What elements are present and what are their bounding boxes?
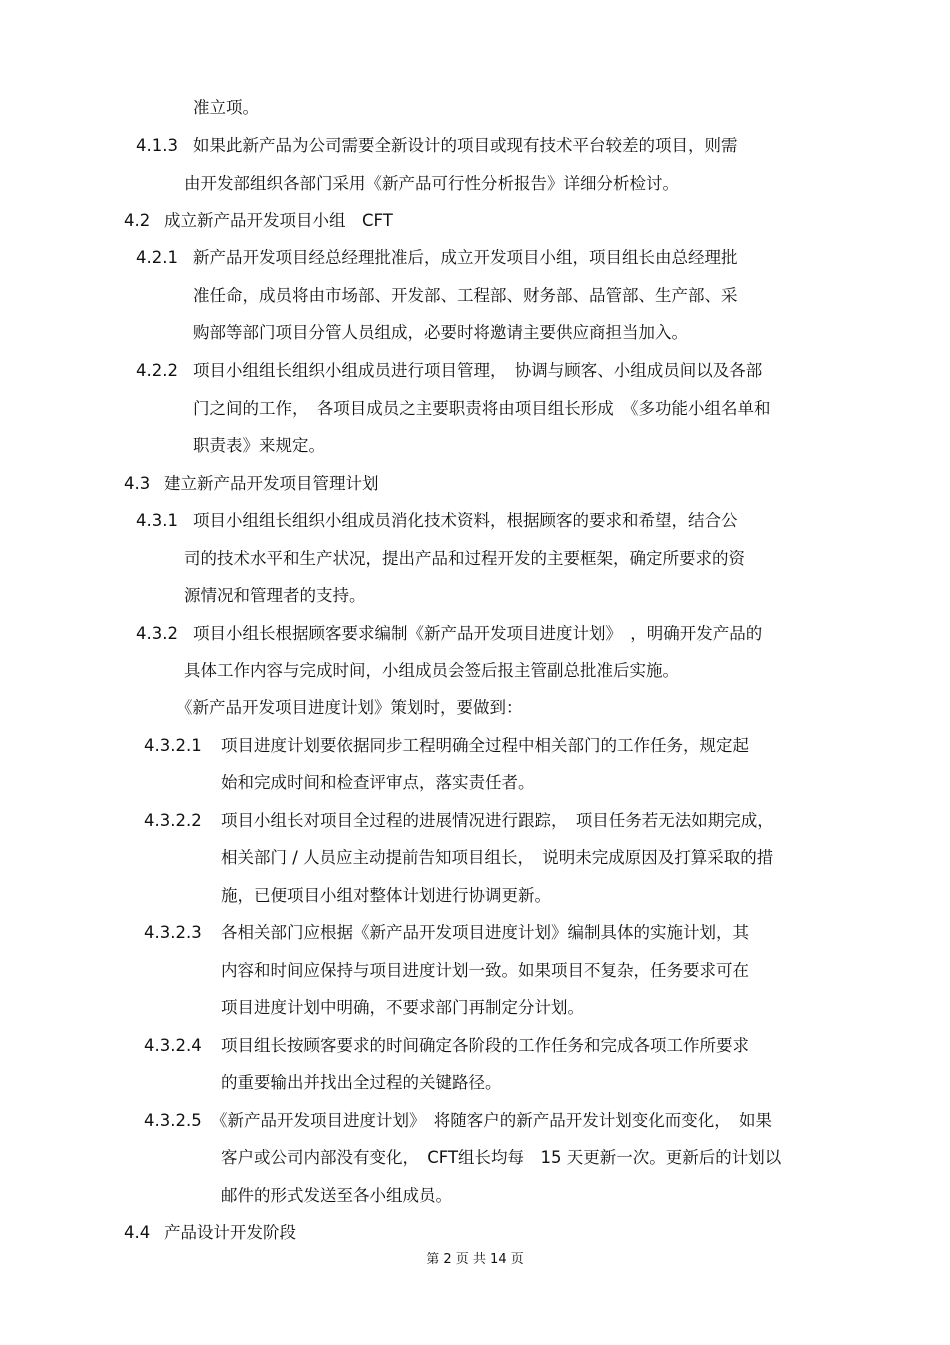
text-line: 的重要输出并找出全过程的关键路径。: [221, 1073, 502, 1092]
clause-4-3-1: [136, 510, 738, 532]
clause-number: 4.3.2: [136, 624, 178, 643]
clause-text: 项目小组组长组织小组成员进行项目管理， 协调与顾客、小组成员间以及各部: [193, 361, 763, 380]
section-heading-4-3: [124, 473, 379, 495]
clause-text: 项目小组组长组织小组成员消化技术资料，根据顾客的要求和希望，结合公: [193, 511, 738, 530]
clause-number: 4.3.2.4: [144, 1036, 202, 1055]
clause-number: 4.3.2.2: [144, 811, 202, 830]
text-line: 邮件的形式发送至各小组成员。: [221, 1186, 452, 1205]
text-line: 职责表》来规定。: [193, 436, 325, 455]
section-heading-4-2: [124, 210, 393, 232]
clause-number: 4.1.3: [136, 136, 178, 155]
page-footer: 第 2 页 共 14 页: [426, 1252, 524, 1267]
clause-number: 4.3.1: [136, 511, 178, 530]
clause-text: 项目组长按顾客要求的时间确定各阶段的工作任务和完成各项工作所要求: [221, 1036, 749, 1055]
text-line: 具体工作内容与完成时间，小组成员会签后报主管副总批准后实施。: [184, 661, 679, 680]
text-line: 门之间的工作， 各项目成员之主要职责将由项目组长形成 《多功能小组名单和: [193, 399, 771, 418]
clause-4-3-2-1: [144, 735, 749, 757]
text-line: 由开发部组织各部门采用《新产品可行性分析报告》详细分析检讨。: [184, 174, 679, 193]
clause-text: 如果此新产品为公司需要全新设计的项目或现有技术平台较差的项目，则需: [193, 136, 738, 155]
clause-text: 项目小组长根据顾客要求编制《新产品开发项目进度计划》 ，明确开发产品的: [193, 624, 763, 643]
clause-number: 4.3.2.1: [144, 736, 202, 755]
section-heading-4-4: [124, 1222, 296, 1244]
clause-text: 各相关部门应根据《新产品开发项目进度计划》编制具体的实施计划，其: [221, 923, 749, 942]
clause-text: 《新产品开发项目进度计划》 将随客户的新产品开发计划变化而变化， 如果: [211, 1111, 772, 1130]
clause-4-3-2-5: [144, 1110, 772, 1132]
clause-4-3-2-3: [144, 922, 749, 944]
text-line: 始和完成时间和检查评审点，落实责任者。: [221, 773, 535, 792]
clause-4-3-2-4: [144, 1035, 749, 1057]
section-title: 产品设计开发阶段: [164, 1223, 296, 1242]
clause-text: 新产品开发项目经总经理批准后，成立开发项目小组，项目组长由总经理批: [193, 248, 738, 267]
text-line: 相关部门 / 人员应主动提前告知项目组长， 说明未完成原因及打算采取的措: [221, 848, 774, 867]
text-line: 施，已便项目小组对整体计划进行协调更新。: [221, 886, 551, 905]
text-line: 购部等部门项目分管人员组成，必要时将邀请主要供应商担当加入。: [193, 323, 688, 342]
text-line: 源情况和管理者的支持。: [184, 586, 366, 605]
clause-text: 项目小组长对项目全过程的进展情况进行跟踪， 项目任务若无法如期完成，: [221, 811, 774, 830]
section-number: 4.3: [124, 474, 151, 493]
clause-number: 4.2.2: [136, 361, 178, 380]
text-line: 内容和时间应保持与项目进度计划一致。如果项目不复杂，任务要求可在: [221, 961, 749, 980]
text-line: 《新产品开发项目进度计划》策划时，要做到：: [176, 698, 523, 717]
text-line: 客户或公司内部没有变化， CFT组长均每 15 天更新一次。更新后的计划以: [221, 1148, 782, 1167]
section-title: 建立新产品开发项目管理计划: [164, 474, 379, 493]
section-number: 4.2: [124, 211, 151, 230]
text-line: 项目进度计划中明确，不要求部门再制定分计划。: [221, 998, 584, 1017]
section-title: 成立新产品开发项目小组 CFT: [164, 211, 393, 230]
clause-number: 4.3.2.5: [144, 1111, 202, 1130]
clause-number: 4.3.2.3: [144, 923, 202, 942]
text-line: 司的技术水平和生产状况，提出产品和过程开发的主要框架，确定所要求的资: [184, 549, 745, 568]
clause-4-2-2: [136, 360, 762, 382]
clause-number: 4.2.1: [136, 248, 178, 267]
clause-4-2-1: [136, 247, 738, 269]
text-line: 准任命，成员将由市场部、开发部、工程部、财务部、品管部、生产部、采: [193, 286, 738, 305]
clause-text: 项目进度计划要依据同步工程明确全过程中相关部门的工作任务，规定起: [221, 736, 749, 755]
section-number: 4.4: [124, 1223, 151, 1242]
text-line: 准立项。: [193, 98, 259, 117]
clause-4-3-2-2: [144, 810, 774, 832]
clause-4-3-2: [136, 623, 762, 645]
clause-4-1-3: [136, 135, 738, 157]
